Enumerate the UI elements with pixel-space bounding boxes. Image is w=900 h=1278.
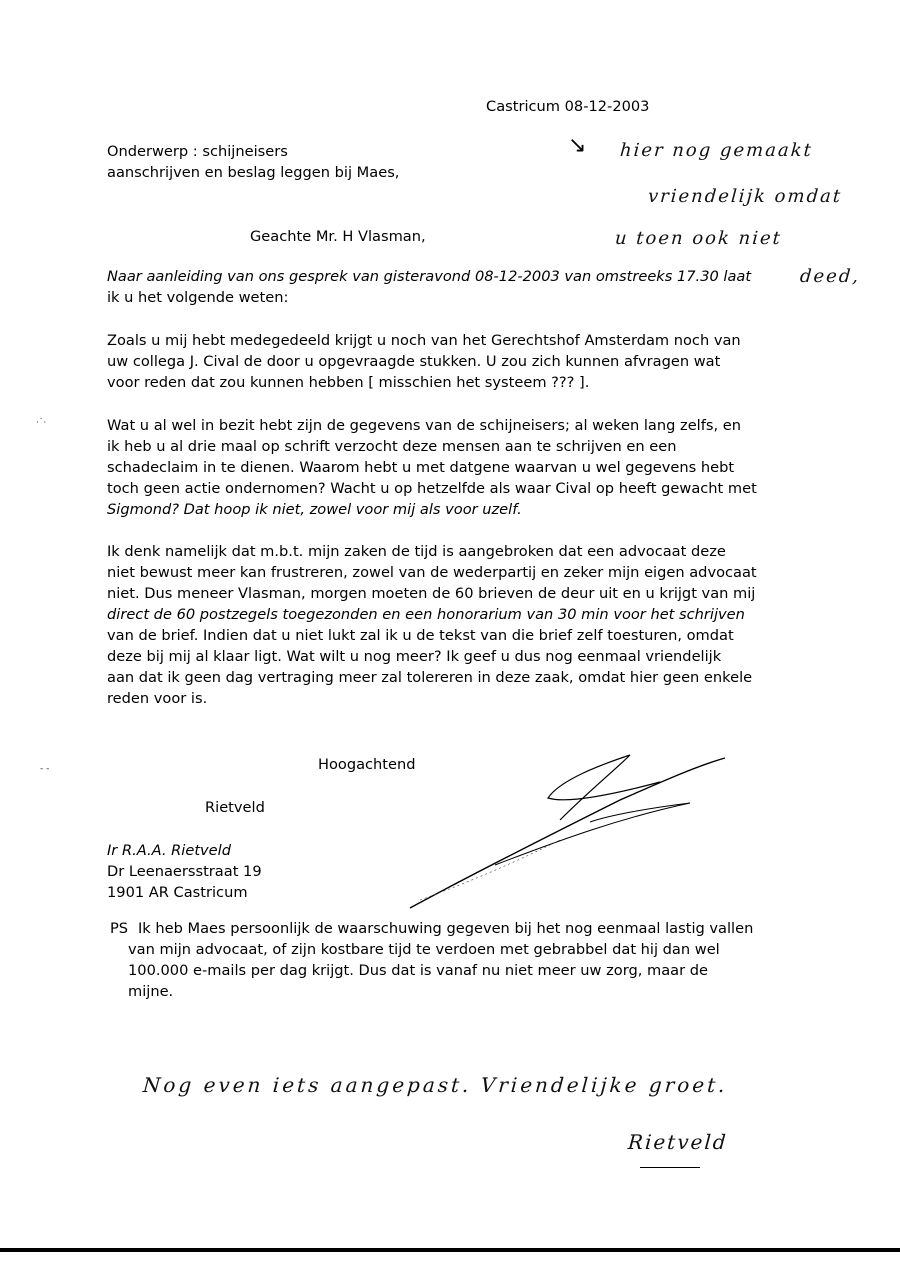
paragraph3-line: Ik denk namelijk dat m.b.t. mijn zaken de tijd is aangebroken dat een advocaat deze <box>107 543 726 560</box>
paragraph3-line: niet. Dus meneer Vlasman, morgen moeten de 60 brieven de deur uit en u krijgt van mij <box>107 585 756 602</box>
paragraph2-line: Wat u al wel in bezit hebt zijn de gegevens van de schijneisers; al weken lang zelfs, en <box>107 417 741 434</box>
paragraph3-line: niet bewust meer kan frustreren, zowel van de wederpartij en zeker mijn eigen advocaat <box>107 564 757 581</box>
paragraph1-line: uw collega J. Cival de door u opgevraagde stukken. U zou zich kunnen afvragen wat <box>107 353 721 370</box>
paragraph3-line: aan dat ik geen dag vertraging meer zal tolereren in deze zaak, omdat hier geen enkele <box>107 669 753 686</box>
subject-line-1: Onderwerp : schijneisers <box>107 143 288 160</box>
paragraph1-line: voor reden dat zou kunnen hebben [ misschien het systeem ??? ]. <box>107 374 590 391</box>
handwritten-footer-signature: Rietveld <box>627 1130 729 1154</box>
ps-label: PS <box>110 920 129 937</box>
paragraph3-line: direct de 60 postzegels toegezonden en een honorarium van 30 min voor het schrijven <box>107 606 745 623</box>
paragraph1-line: Zoals u mij hebt medegedeeld krijgt u noch van het Gerechtshof Amsterdam noch van <box>107 332 741 349</box>
paragraph2-line: toch geen actie ondernomen? Wacht u op hetzelfde als waar Cival op heeft gewacht met <box>107 480 757 497</box>
closing: Hoogachtend <box>318 756 416 773</box>
address-line-city: 1901 AR Castricum <box>107 884 248 901</box>
paragraph3-line: van de brief. Indien dat u niet lukt zal ik u de tekst van die brief zelf toesturen, omdat <box>107 627 734 644</box>
address-line-name: Ir R.A.A. Rietveld <box>107 842 231 859</box>
paragraph2-line: Sigmond? Dat hoop ik niet, zowel voor mij als voor uzelf. <box>107 501 522 518</box>
signed-name: Rietveld <box>205 799 265 816</box>
paragraph3-line: reden voor is. <box>107 690 208 707</box>
intro-line-1: Naar aanleiding van ons gesprek van gisteravond 08-12-2003 van omstreeks 17.30 laat <box>107 268 752 285</box>
intro-line-2: ik u het volgende weten: <box>107 289 289 306</box>
signature-underline <box>640 1167 700 1168</box>
margin-note-line-3: u toen ook niet <box>614 228 783 249</box>
place-date: Castricum 08-12-2003 <box>486 98 650 115</box>
margin-note-line-2: vriendelijk omdat <box>647 186 843 207</box>
ps-line: Ik heb Maes persoonlijk de waarschuwing gegeven bij het nog eenmaal lastig vallen <box>138 920 754 937</box>
paragraph2-line: ik heb u al drie maal op schrift verzocht deze mensen aan te schrijven en een <box>107 438 677 455</box>
page-bottom-edge <box>0 1248 900 1252</box>
address-line-street: Dr Leenaersstraat 19 <box>107 863 262 880</box>
scan-artifact-dots: ·˙· <box>36 418 47 428</box>
handwritten-footer-note: Nog even iets aangepast. Vriendelijke groet. <box>142 1073 729 1097</box>
margin-note-line-4: deed, <box>799 266 861 287</box>
ps-line: van mijn advocaat, of zijn kostbare tijd te verdoen met gebrabbel dat hij dan wel <box>128 941 720 958</box>
paragraph2-line: schadeclaim in te dienen. Waarom hebt u met datgene waarvan u wel gegevens hebt <box>107 459 735 476</box>
ps-line: mijne. <box>128 983 174 1000</box>
paragraph3-line: deze bij mij al klaar ligt. Wat wilt u nog meer? Ik geef u dus nog eenmaal vriendelijk <box>107 648 722 665</box>
margin-note-line-1: hier nog gemaakt <box>619 140 814 161</box>
ps-line: 100.000 e-mails per dag krijgt. Dus dat is vanaf nu niet meer uw zorg, maar de <box>128 962 708 979</box>
arrow-down-right-icon: ↘ <box>568 133 587 158</box>
salutation: Geachte Mr. H Vlasman, <box>250 228 426 245</box>
subject-line-2: aanschrijven en beslag leggen bij Maes, <box>107 164 400 181</box>
scan-artifact-dashes: - - <box>40 764 50 774</box>
